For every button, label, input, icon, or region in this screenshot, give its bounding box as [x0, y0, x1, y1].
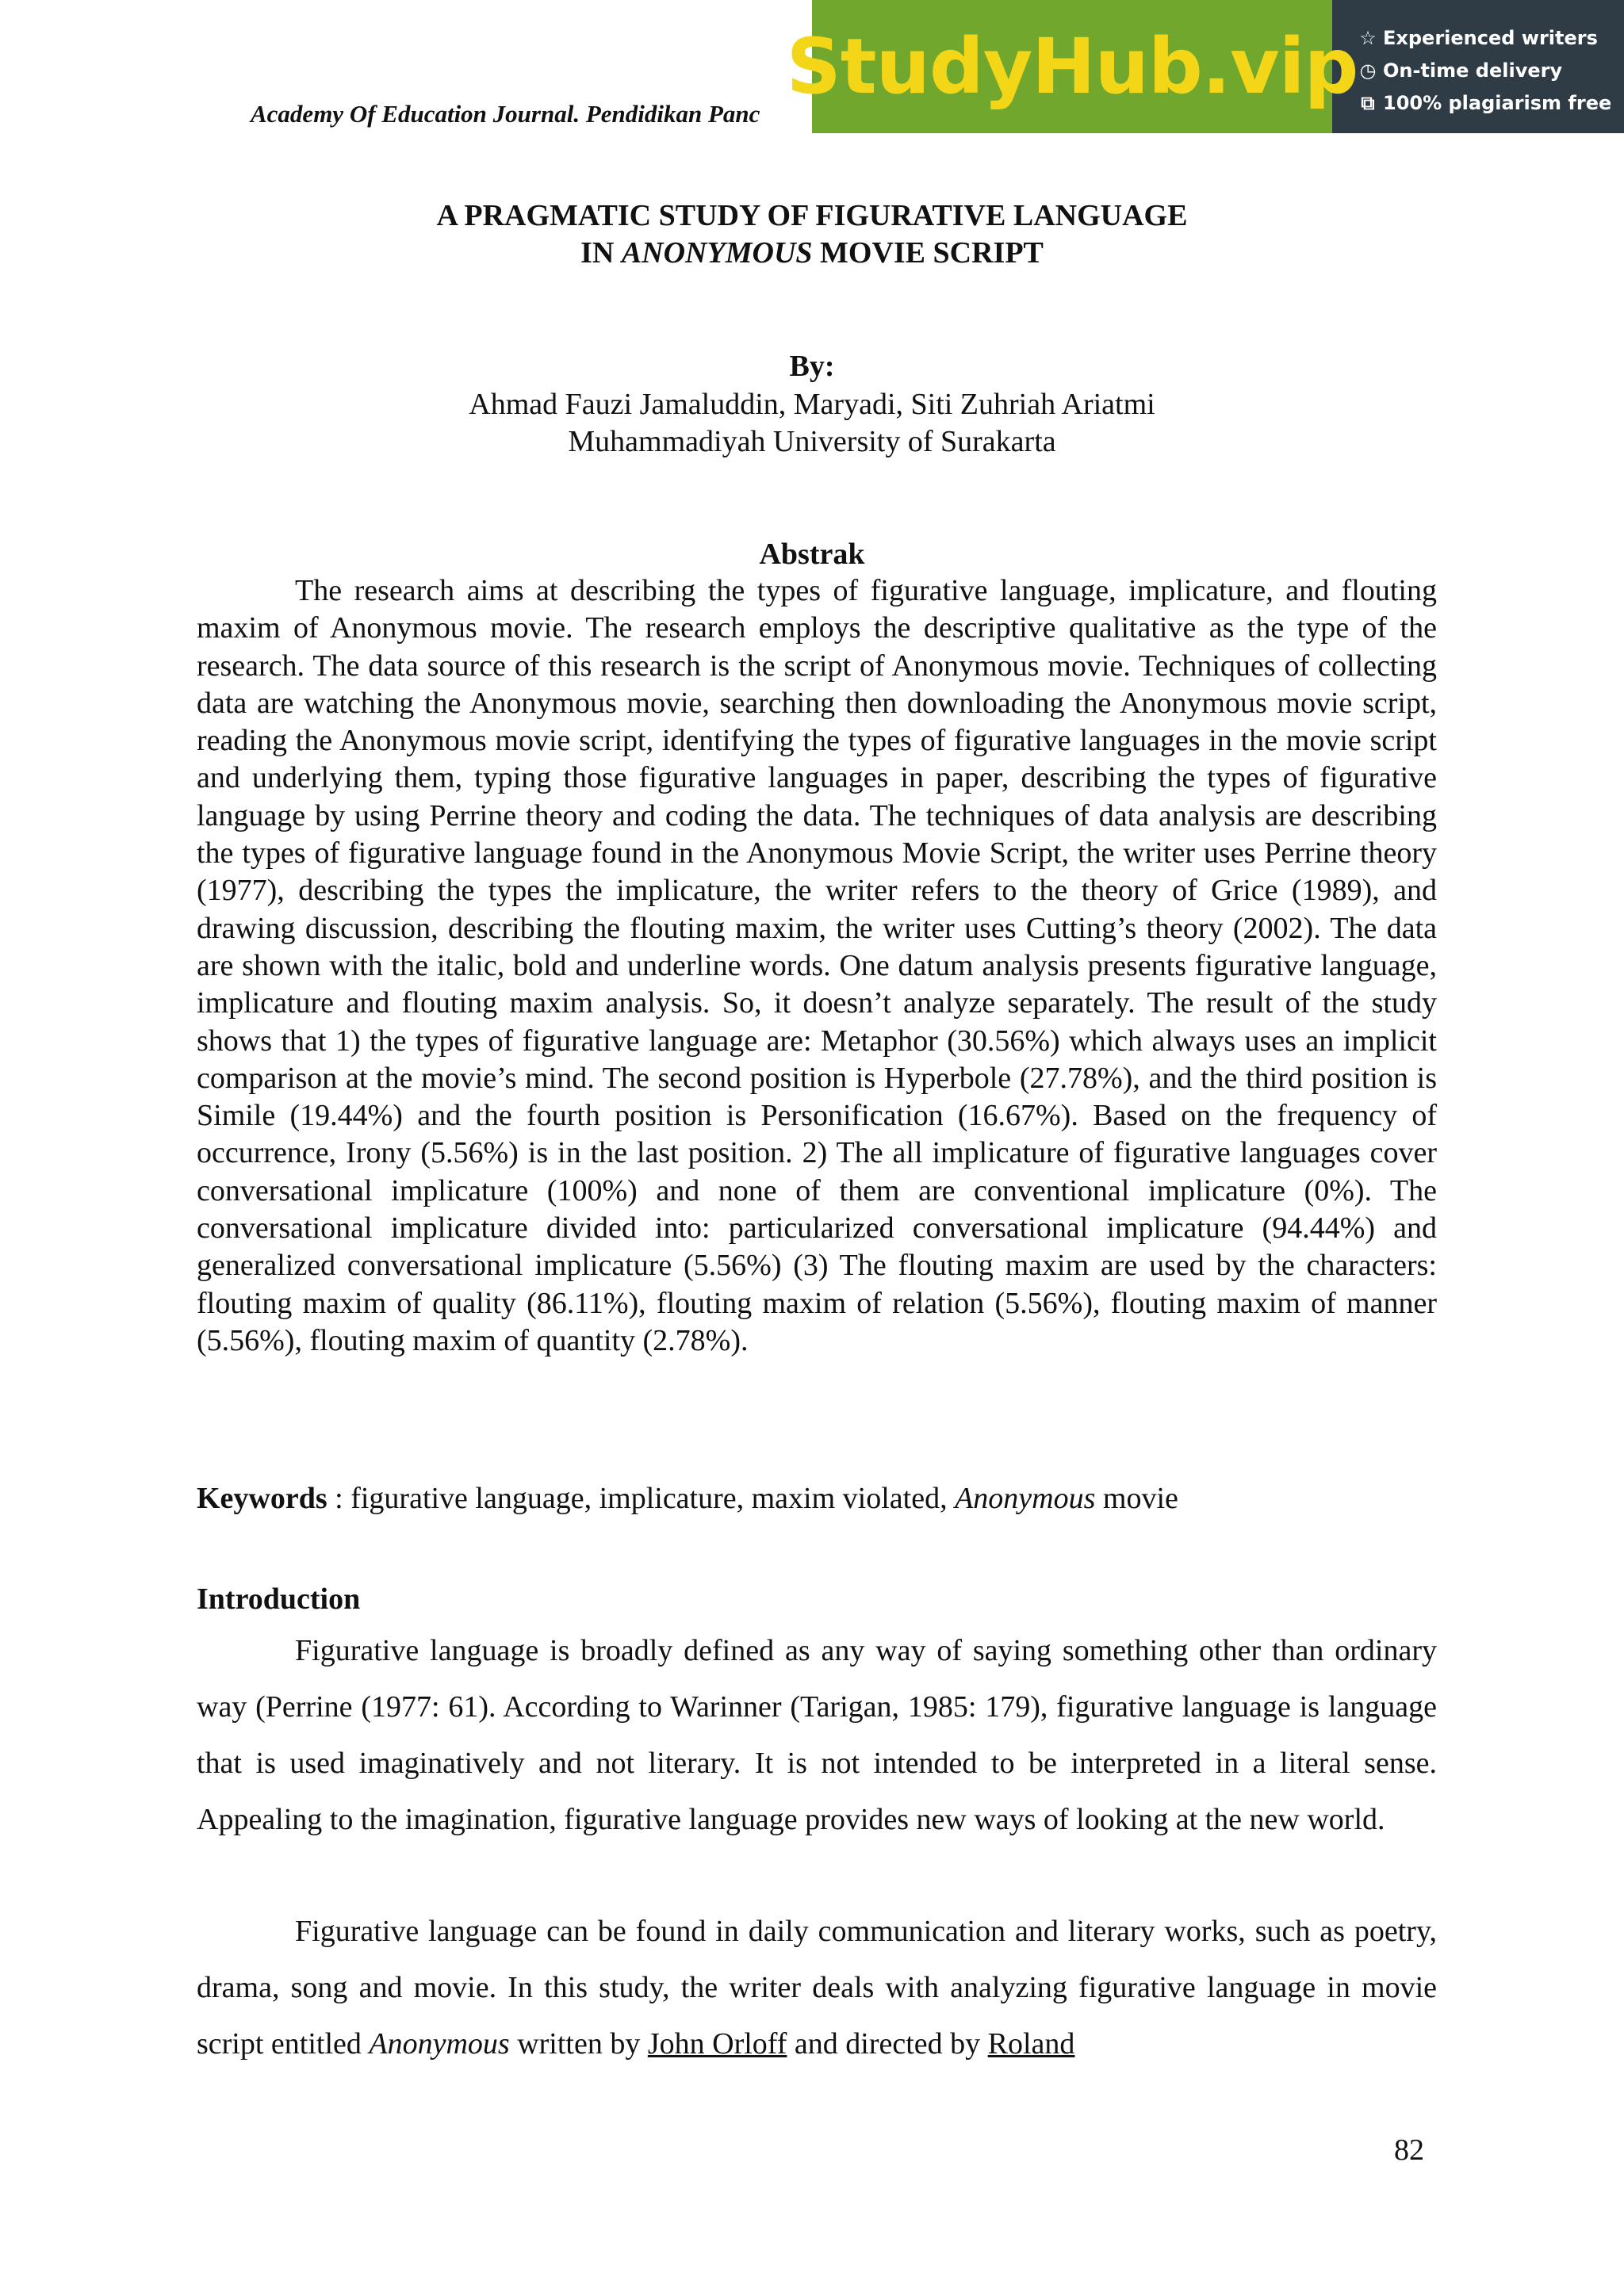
p2-text: Figurative language can be found in daily communication and literary works, such as poetry, drama, song and movie. In this study, the writer deals with analyzing figurative language in movie script entitled — [197, 1915, 1437, 2061]
keywords-suffix: movie — [1095, 1482, 1178, 1515]
introduction-heading: Introduction — [197, 1582, 361, 1616]
banner-features — [1332, 0, 1624, 133]
feature-label: On-time delivery — [1383, 59, 1563, 82]
abstract-text: The research aims at describing the types of figurative language, implicature, and flouting maxim of Anonymous movie. The research employs the descriptive qualitative as the type of the research. The data source of this research is the script of Anonymous movie. Techniques of collecting data are watching the Anonymous movie, searching then downloading the Anonymous movie script, reading the Anonymous movie script, identifying the types of figurative languages in the movie script and underlying them, typing those figurative languages in paper, describing the types of figurative language by using Perrine theory and coding the data. The techniques of data analysis are describing the types of figurative language found in the Anonymous Movie Script, the writer uses Perrine theory (1977), describing the types the implicature, the writer refers to the theory of Grice (1989), and drawing discussion, describing the flouting maxim, the writer uses Cutting’s theory (2002). The data are shown with the italic, bold and underline words. One datum analysis presents figurative language, implicature and flouting maxim analysis. So, it doesn’t analyze separately. The result of the study shows that 1) the types of figurative language are: Metaphor (30.56%) which always uses an implicit comparison at the movie’s mind. The second position is Hyperbole (27.78%), and the third position is Simile (19.44%) and the fourth position is Personification (16.67%). Based on the frequency of occurrence, Irony (5.56%) is in the last position. 2) The all implicature of figurative languages cover conversational implicature (100%) and none of them are conventional implicature (0%). The conversational implicature divided into: particularized conversational implicature (94.44%) and generalized conversational implicature (5.56%) (3) The flouting maxim are used by the characters: flouting maxim of quality (86.11%), flouting maxim of relation (5.56%), flouting maxim of manner (5.56%), flouting maxim of quantity (2.78%). — [197, 574, 1437, 1357]
keywords-text: : figurative language, implicature, maxim violated, — [327, 1482, 956, 1515]
title-italic-anonymous: ANONYMOUS — [621, 236, 813, 270]
authors: Ahmad Fauzi Jamaluddin, Maryadi, Siti Zuhriah Ariatmi — [469, 388, 1155, 421]
feature-label: Experienced writers — [1383, 27, 1598, 49]
studyhub-banner[interactable] — [786, 0, 1624, 133]
title-suffix: MOVIE SCRIPT — [812, 236, 1044, 270]
keywords-italic: Anonymous — [955, 1482, 1096, 1515]
star-icon: ☆ — [1359, 27, 1377, 49]
logo-text: StudyHub.vip — [786, 22, 1358, 111]
keywords — [197, 1479, 1437, 1517]
affiliation: Muhammadiyah University of Surakarta — [568, 425, 1056, 458]
introduction-paragraph-2 — [197, 1904, 1437, 2072]
paper-title-line-1: A PRAGMATIC STUDY OF FIGURATIVE LANGUAGE — [436, 199, 1188, 232]
link-john-orloff[interactable]: John Orloff — [647, 2027, 787, 2061]
keywords-label: Keywords — [197, 1482, 327, 1515]
p2-text: and directed by — [787, 2027, 988, 2061]
feature-on-time-delivery — [1356, 55, 1624, 87]
journal-header: Academy Of Education Journal. Pendidikan Panc — [251, 100, 760, 128]
link-roland[interactable]: Roland — [987, 2027, 1075, 2061]
introduction-paragraph-1: Figurative language is broadly defined as any way of saying something other than ordinary way (Perrine (1977: 61). According to Warinner (Tarigan, 1985: 179), figurative language is language that is used imaginatively and not literary. It is not intended to be interpreted in a literal sense. Appealing to the imagination, figurative language provides new ways of looking at the new world. — [197, 1634, 1437, 1836]
clock-icon: ◷ — [1359, 59, 1377, 82]
title-prefix: IN — [580, 236, 622, 270]
p2-text: written by — [509, 2027, 648, 2061]
copy-icon: ⧉ — [1361, 92, 1375, 114]
page-number: 82 — [1394, 2133, 1424, 2167]
byline-label: By: — [789, 350, 835, 383]
feature-plagiarism-free — [1356, 87, 1624, 120]
studyhub-logo[interactable] — [786, 0, 1358, 133]
abstract-heading: Abstrak — [759, 538, 865, 571]
feature-experienced-writers — [1356, 22, 1624, 55]
feature-label: 100% plagiarism free — [1383, 92, 1612, 114]
p2-italic: Anonymous — [369, 2027, 510, 2061]
paper-title-line-2 — [0, 234, 1624, 272]
